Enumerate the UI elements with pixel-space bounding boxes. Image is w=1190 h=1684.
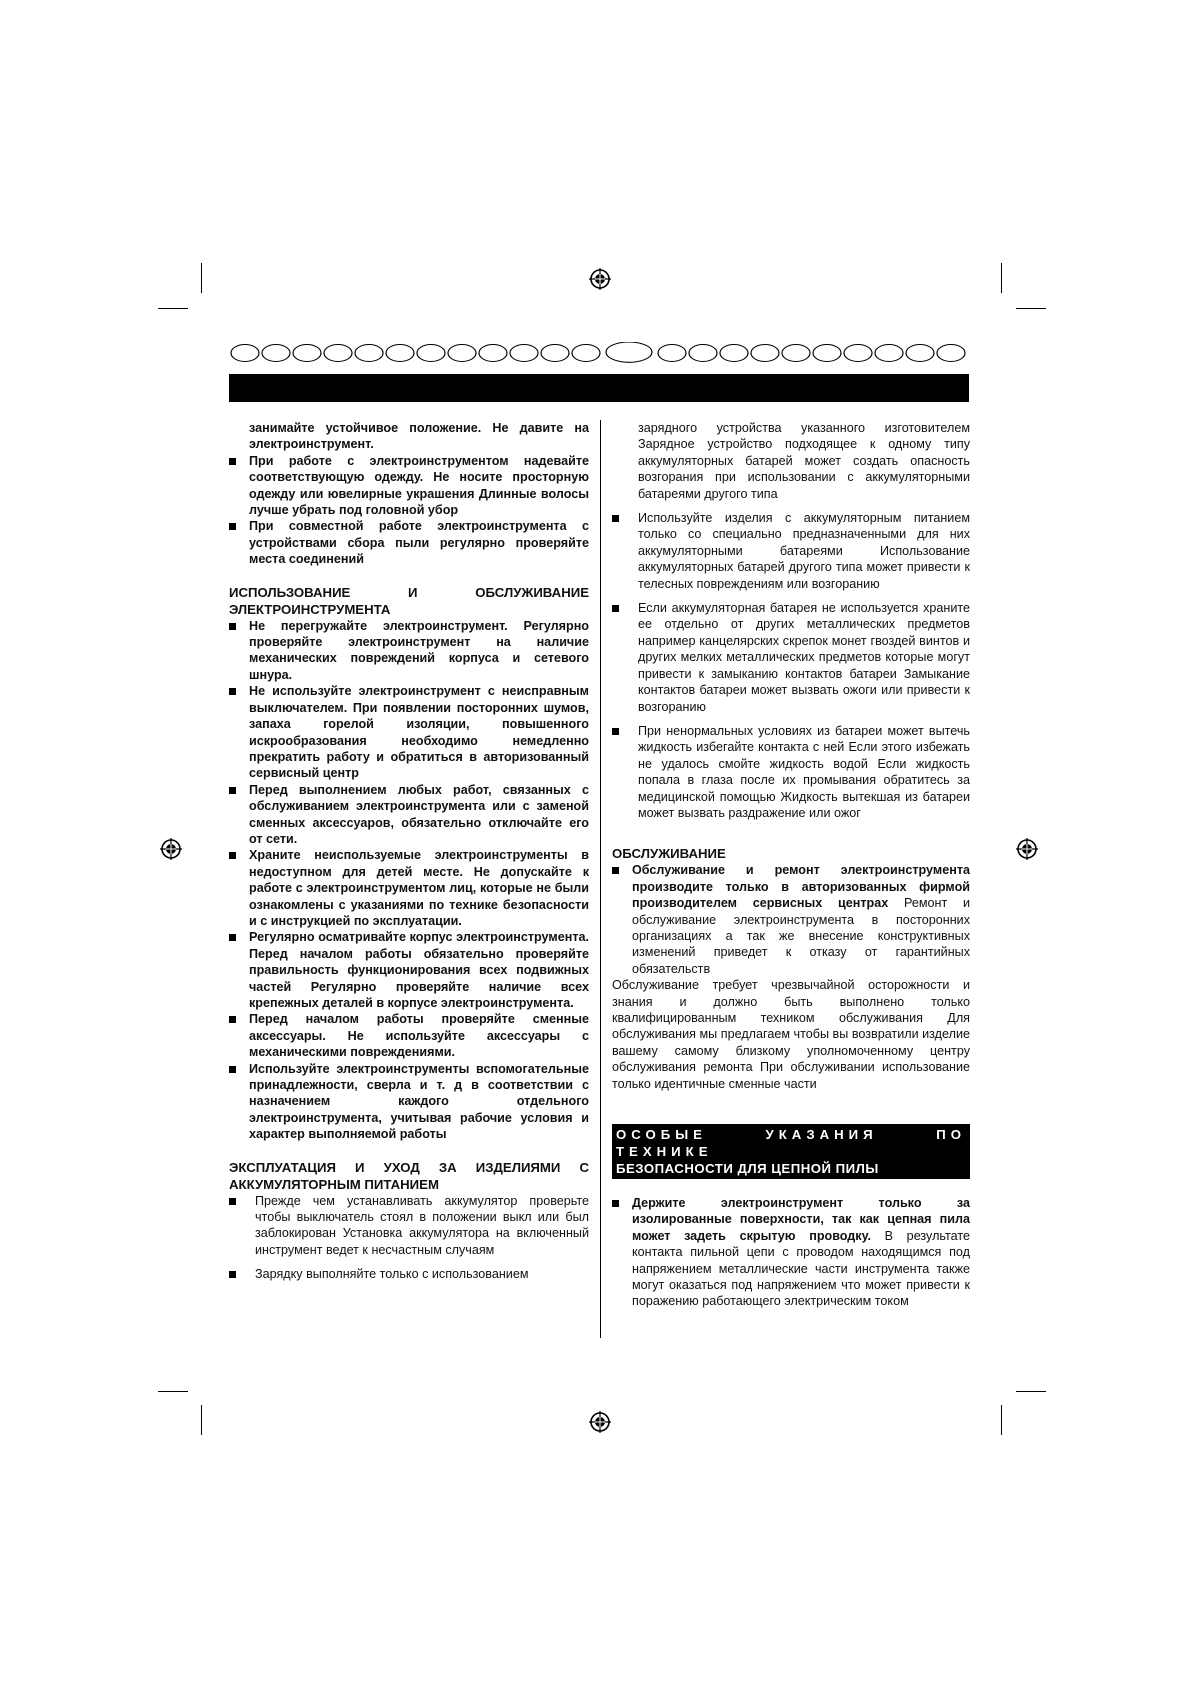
registration-crosshair-icon	[589, 268, 611, 290]
square-bullet-icon	[612, 605, 619, 612]
service-paragraph: Обслуживание требует чрезвычайной осторожности и знания и должно быть выполнено только квалифицированным техником обслуживания Для обслуживания мы предлагаем чтобы вы возвратили изделие вашему самому близкому уполномоченному центру обслуживания ремонта При обслуживании использование только идентичные сменные части	[612, 978, 970, 1091]
square-bullet-icon	[229, 1066, 236, 1073]
registration-crosshair-icon	[589, 1411, 611, 1433]
list-item: Не используйте электроинструмент с неисправным выключателем. При появлении посторонних шумов, запаха горелой изоляции, повышенного искрообразования необходимо немедленно прекратить работу и обратиться в авторизованный сервисный центр	[229, 683, 589, 781]
square-bullet-icon	[229, 458, 236, 465]
list-item: Обслуживание и ремонт электроинструмента производите только в авторизованных фирмой производителем сервисных центрах Ремонт и обслуживание электроинструмента в посторонних организациях а так же внесение конструктивных изменений приведет к отказу от гарантийных обязательств	[612, 862, 970, 977]
list-item: Зарядку выполняйте только с использованием	[229, 1266, 589, 1282]
list-item: При ненормальных условиях из батареи может вытечь жидкость избегайте контакта с ней Если этого избежать не удалось смойте жидкость водой Если жидкость попала в глаза после их промывания обратитесь за медицинской помощью Жидкость вытекшая из батареи может вызвать раздражение или ожог	[612, 723, 970, 821]
right-column	[612, 420, 970, 1310]
language-tab-ovals	[229, 342, 969, 364]
section-heading: ЭКСПЛУАТАЦИЯ И УХОД ЗА ИЗДЕЛИЯМИ С АККУМУЛЯТОРНЫМ ПИТАНИЕМ	[229, 1159, 589, 1192]
left-column	[229, 420, 589, 1283]
column-divider	[600, 420, 601, 1338]
list-item: Перед выполнением любых работ, связанных с обслуживанием электроинструмента или с заменой сменных аксессуаров, обязательно отключайте его от сети.	[229, 782, 589, 848]
list-item: При работе с электроинструментом надевайте соответствующую одежду. Не носите просторную одежду или ювелирные украшения Длинные волосы лучше убрать под головной убор	[229, 453, 589, 519]
trim-mark-bl-v	[201, 1405, 202, 1435]
list-item: Храните неиспользуемые электроинструменты в недоступном для детей месте. Не допускайте к работе с электроинструментом лиц, которые не были ознакомлены с указаниями по технике безопасности и с инструкцией по эксплуатации.	[229, 847, 589, 929]
list-item: Держите электроинструмент только за изолированные поверхности, так как цепная пила может задеть скрытую проводку. В результате контакта пильной цепи с проводом находящимся под напряжением металлические части инструмента также могут оказаться под напряжением что может привести к поражению работающего электрическим током	[612, 1195, 970, 1310]
trim-mark-br-h	[1016, 1391, 1046, 1392]
trim-mark-tl-h	[158, 308, 188, 309]
list-item: Не перегружайте электроинструмент. Регулярно проверяйте электроинструмент на наличие механических повреждений корпуса и сетевого шнура.	[229, 618, 589, 684]
square-bullet-icon	[612, 728, 619, 735]
section-heading: ОБСЛУЖИВАНИЕ	[612, 846, 726, 862]
square-bullet-icon	[229, 623, 236, 630]
square-bullet-icon	[612, 867, 619, 874]
registration-crosshair-icon	[1016, 838, 1038, 860]
square-bullet-icon	[229, 1271, 236, 1278]
list-item: При совместной работе электроинструмента с устройствами сбора пыли регулярно проверяйте места соединений	[229, 518, 589, 567]
list-item: Прежде чем устанавливать аккумулятор проверьте чтобы выключатель стоял в положении выкл или был заблокирован Установка аккумулятора на включенный инструмент ведет к несчастным случаям	[229, 1193, 589, 1259]
trim-mark-tr-h	[1016, 308, 1046, 309]
list-item: Перед началом работы проверяйте сменные аксессуары. Не используйте аксессуары с механическими повреждениями.	[229, 1011, 589, 1060]
square-bullet-icon	[229, 688, 236, 695]
square-bullet-icon	[229, 523, 236, 530]
square-bullet-icon	[229, 787, 236, 794]
registration-crosshair-icon	[160, 838, 182, 860]
trim-mark-tl-v	[201, 263, 202, 293]
square-bullet-icon	[229, 934, 236, 941]
square-bullet-icon	[229, 1198, 236, 1205]
trim-mark-br-v	[1001, 1405, 1002, 1435]
square-bullet-icon	[612, 1200, 619, 1207]
list-item: Используйте электроинструменты вспомогательные принадлежности, сверла и т. д в соответствии с назначением каждого отдельного электроинструмента, учитывая рабочие условия и характер выполняемой работы	[229, 1061, 589, 1143]
section-heading: ИСПОЛЬЗОВАНИЕ И ОБСЛУЖИВАНИЕ ЭЛЕКТРОИНСТРУМЕНТА	[229, 584, 589, 617]
list-item: Регулярно осматривайте корпус электроинструмента. Перед началом работы обязательно проверяйте правильность функционирования всех подвижных частей Регулярно проверяйте наличие всех крепежных деталей в корпусе электроинструмента.	[229, 929, 589, 1011]
square-bullet-icon	[229, 852, 236, 859]
section-heading-inverted: ОСОБЫЕ УКАЗАНИЯ ПО ТЕХНИКЕ БЕЗОПАСНОСТИ ДЛЯ ЦЕПНОЙ ПИЛЫ	[612, 1124, 970, 1179]
trim-mark-bl-h	[158, 1391, 188, 1392]
list-item: Используйте изделия с аккумуляторным питанием только со специально предназначенными для них аккумуляторными батареями Использование аккумуляторных батарей другого типа может привести к телесных повреждениям или возгоранию	[612, 510, 970, 592]
square-bullet-icon	[612, 515, 619, 522]
intro-text: занимайте устойчивое положение. Не давите на электроинструмент.	[249, 421, 589, 452]
list-item: Если аккумуляторная батарея не используется храните ее отдельно от других металлических предметов например канцелярских скрепок монет гвоздей винтов и других мелких металлических предметов которые могут привести к замыканию контактов батареи Замыкание контактов батареи может вызвать ожоги или привести к возгоранию	[612, 600, 970, 715]
square-bullet-icon	[229, 1016, 236, 1023]
trim-mark-tr-v	[1001, 263, 1002, 293]
header-bar	[229, 374, 969, 402]
continuation-text: зарядного устройства указанного изготовителем Зарядное устройство подходящее к одному типу аккумуляторных батарей может создать опасность возгорания при использовании с аккумуляторными батареями другого типа	[638, 421, 970, 501]
